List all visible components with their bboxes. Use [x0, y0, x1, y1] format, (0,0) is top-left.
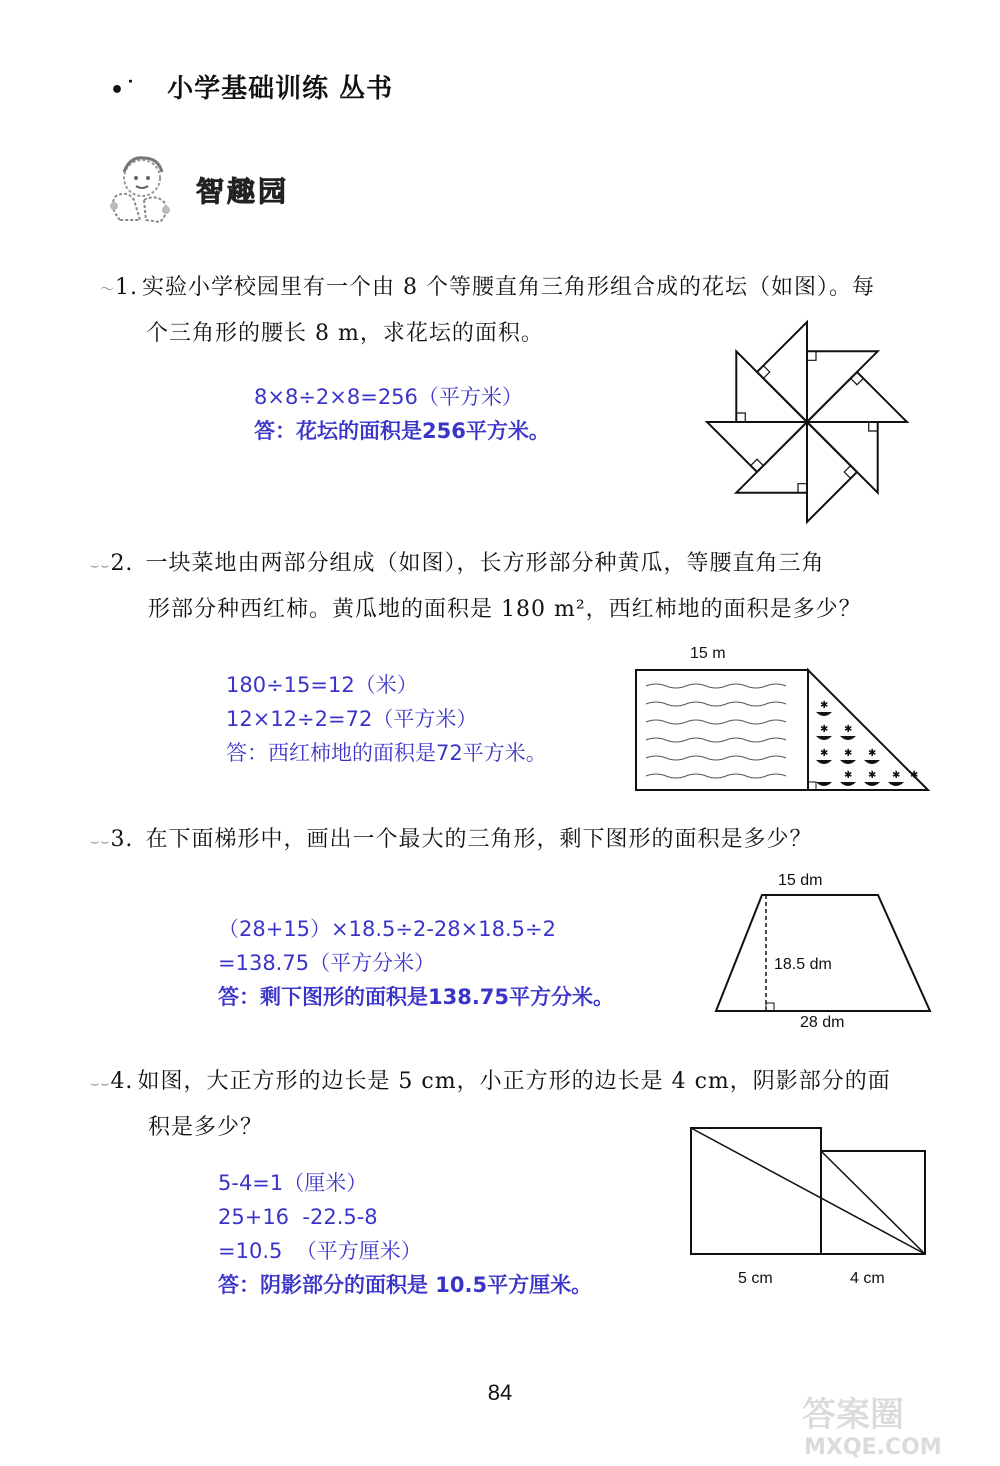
label-15m: 15 m [690, 645, 726, 662]
svg-text:✱: ✱ [820, 724, 829, 735]
answer-line: 答：剩下图形的面积是138.75平方分米。 [218, 985, 615, 1009]
right-angle-mark [798, 484, 807, 493]
triangle-petal [707, 422, 807, 472]
right-angle-mark [736, 413, 745, 422]
watermark-line1: 答案圈 [802, 1395, 904, 1435]
answer-2 [226, 668, 547, 770]
problem-text-line2: 积是多少？ [148, 1115, 264, 1140]
answer-line: 答：西红柿地的面积是72平方米。 [226, 741, 547, 765]
problem-text-line2: 形部分种西红柿。黄瓜地的面积是 180 m²，西红柿地的面积是多少？ [148, 597, 862, 622]
svg-text:✱: ✱ [820, 748, 829, 759]
label-15dm: 15 dm [778, 872, 823, 889]
margin-mark: ⌣⌣ [90, 558, 111, 574]
right-angle-mark [844, 466, 850, 479]
svg-text:✱: ✱ [844, 724, 853, 735]
margin-mark: ⌣⌣ [90, 834, 111, 850]
bullet-icon: •˙ [110, 78, 138, 103]
right-angle-mark [807, 351, 816, 360]
right-angle-mark [869, 422, 878, 431]
problem-number: 2. [110, 551, 134, 576]
svg-text:✱: ✱ [868, 748, 877, 759]
answer-line: =138.75（平方分米） [218, 951, 436, 975]
label-5cm: 5 cm [738, 1270, 773, 1287]
series-header [110, 68, 393, 105]
right-angle-mark [851, 378, 864, 384]
svg-text:✱: ✱ [844, 748, 853, 759]
label-18-5dm: 18.5 dm [774, 956, 832, 973]
svg-text:✱: ✱ [910, 770, 919, 781]
right-angle-mark [766, 1003, 774, 1011]
label-4cm: 4 cm [850, 1270, 885, 1287]
problem-text-line1: 实验小学校园里有一个由 8 个等腰直角三角形组合成的花坛（如图）。每 [142, 275, 875, 300]
margin-mark: ⌣⌣ [90, 1076, 111, 1092]
margin-mark: 〜 [100, 282, 115, 298]
answer-line: 答：花坛的面积是256平方米。 [254, 419, 550, 443]
right-angle-mark [808, 782, 816, 790]
answer-4 [218, 1166, 592, 1302]
answer-3 [218, 912, 614, 1014]
problem-2 [90, 542, 960, 632]
answer-line: （28+15）×18.5÷2-28×18.5÷2 [218, 917, 556, 941]
problem-text-line1: 一块菜地由两部分组成（如图），长方形部分种黄瓜，等腰直角三角 [145, 551, 825, 576]
triangle-petal [757, 322, 807, 422]
cartoon-child-icon [100, 150, 180, 228]
problem-number: 3. [110, 827, 134, 852]
cucumber-rectangle [636, 670, 808, 790]
problem-number: 4. [110, 1069, 134, 1094]
answer-line: 12×12÷2=72（平方米） [226, 707, 478, 731]
label-28dm: 28 dm [800, 1014, 845, 1031]
page-number: 84 [487, 1380, 513, 1405]
answer-line: 8×8÷2×8=256（平方米） [254, 385, 523, 409]
triangle-petal [807, 372, 907, 422]
two-squares-figure [690, 1127, 930, 1257]
watermark-line2: MXQE.COM [804, 1435, 942, 1460]
watermark-logo [792, 1390, 982, 1460]
triangle-petal [807, 422, 857, 522]
small-diagonal-line [821, 1151, 925, 1254]
answer-line: 答：阴影部分的面积是 10.5平方厘米。 [218, 1273, 593, 1297]
svg-text:✱: ✱ [844, 770, 853, 781]
flower-bed-figure [700, 315, 915, 530]
answer-line: 25+16 -22.5-8 [218, 1205, 378, 1229]
cucumber-pattern [646, 684, 786, 778]
svg-text:✱: ✱ [820, 700, 829, 711]
problem-text-line2: 个三角形的腰长 8 m，求花坛的面积。 [146, 321, 544, 346]
answer-line: 5-4=1（厘米） [218, 1171, 368, 1195]
section-title: 智趣园 [196, 175, 290, 208]
answer-1 [254, 380, 550, 448]
answer-line: =10.5 （平方厘米） [218, 1239, 422, 1263]
right-angle-mark [763, 366, 769, 379]
series-title: 小学基础训练 丛书 [167, 74, 394, 104]
svg-text:✱: ✱ [868, 770, 877, 781]
answer-line: 180÷15=12（米） [226, 673, 418, 697]
svg-text:✱: ✱ [892, 770, 901, 781]
right-angle-mark [751, 459, 764, 465]
trapezoid [716, 895, 930, 1011]
problem-text-line1: 在下面梯形中，画出一个最大的三角形，剩下图形的面积是多少？ [145, 827, 813, 852]
problem-text-line1: 如图，大正方形的边长是 5 cm，小正方形的边长是 4 cm，阴影部分的面 [137, 1069, 891, 1094]
problem-3 [90, 818, 960, 864]
trapezoid-figure [714, 893, 934, 1013]
diagonal-line [691, 1128, 925, 1254]
big-square [691, 1128, 821, 1254]
problem-number: 1. [115, 275, 138, 300]
vegetable-field-figure [634, 668, 944, 794]
